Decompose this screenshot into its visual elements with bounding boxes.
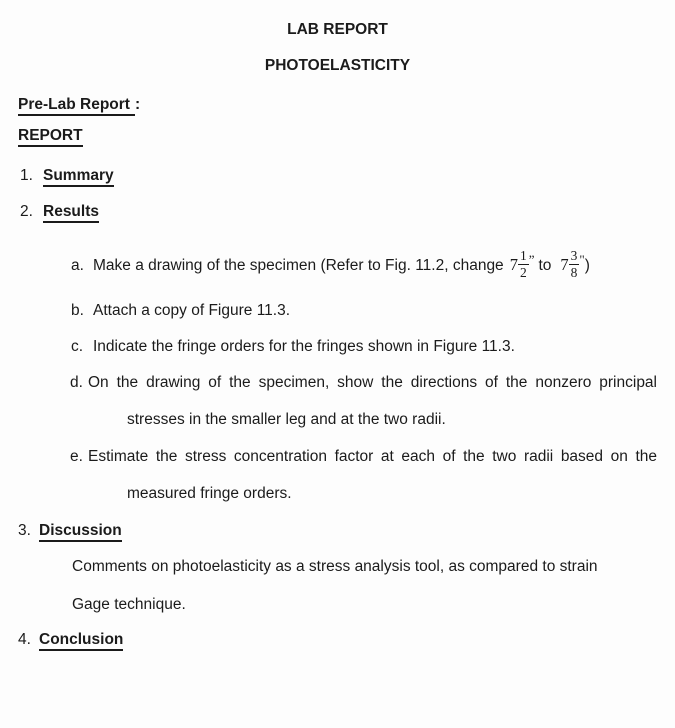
- list-item-text: On the drawing of the specimen, show the directions of the nonzero principal: [88, 374, 657, 391]
- list-item-letter: c.: [71, 338, 84, 355]
- section-summary: [20, 167, 114, 184]
- inch-mark: ”: [528, 251, 535, 267]
- section-label: Summary: [43, 167, 114, 187]
- list-item-e: [70, 448, 657, 465]
- prelab-heading: [18, 96, 140, 113]
- prelab-heading-colon: :: [134, 96, 141, 113]
- closing-paren: ): [584, 256, 590, 274]
- list-item-d: [70, 374, 657, 391]
- fraction-seven-three-eighths: [569, 249, 580, 280]
- discussion-body-line: [72, 558, 598, 575]
- section-number: 2.: [20, 203, 33, 220]
- list-item-text: stresses in the smaller leg and at the two radii.: [127, 411, 446, 428]
- section-number: 3.: [18, 522, 31, 539]
- list-item-letter: b.: [71, 302, 84, 319]
- fraction-numerator: 1: [518, 249, 529, 265]
- fraction-whole: 7: [560, 254, 569, 274]
- list-item-text: measured fringe orders.: [127, 485, 292, 502]
- list-item-letter: a.: [71, 256, 84, 274]
- section-label: Discussion: [39, 522, 122, 542]
- document-subtitle: PHOTOELASTICITY: [264, 57, 411, 74]
- section-discussion: [18, 522, 122, 539]
- prelab-heading-label: Pre-Lab Report: [18, 96, 135, 116]
- list-item-c: [71, 338, 515, 355]
- discussion-text: Comments on photoelasticity as a stress analysis tool, as compared to strain: [72, 558, 598, 575]
- list-item-letter: e.: [70, 448, 83, 465]
- list-item-letter: d.: [70, 374, 83, 391]
- fraction-seven-one-half: [518, 249, 529, 280]
- list-item-text: Make a drawing of the specimen (Refer to Fig. 11.2, change: [93, 256, 504, 274]
- list-item-d-continued: [127, 411, 446, 428]
- fraction-numerator: 3: [569, 249, 580, 265]
- list-item-text: Estimate the stress concentration factor at each of the two radii based on the: [88, 448, 657, 465]
- section-conclusion: [18, 631, 123, 648]
- section-results: [20, 203, 99, 220]
- section-label: Conclusion: [39, 631, 123, 651]
- list-item-a: [71, 250, 590, 281]
- list-item-text: Attach a copy of Figure 11.3.: [93, 302, 291, 319]
- section-number: 4.: [18, 631, 31, 648]
- inch-mark: ": [579, 251, 585, 267]
- discussion-text: Gage technique.: [72, 596, 186, 613]
- report-heading-label: REPORT: [18, 127, 83, 147]
- fraction-denominator: 2: [519, 265, 527, 281]
- report-heading: [18, 127, 83, 144]
- list-item-e-continued: [127, 485, 292, 502]
- section-label: Results: [43, 203, 99, 223]
- fraction-whole: 7: [509, 254, 518, 274]
- list-item-text: Indicate the fringe orders for the fringes shown in Figure 11.3.: [93, 338, 515, 355]
- fraction-denominator: 8: [570, 265, 578, 281]
- section-number: 1.: [20, 167, 33, 184]
- list-item-b: [71, 302, 290, 319]
- list-item-text: to: [538, 256, 552, 274]
- document-title: LAB REPORT: [287, 21, 388, 38]
- discussion-body-line: [72, 596, 186, 613]
